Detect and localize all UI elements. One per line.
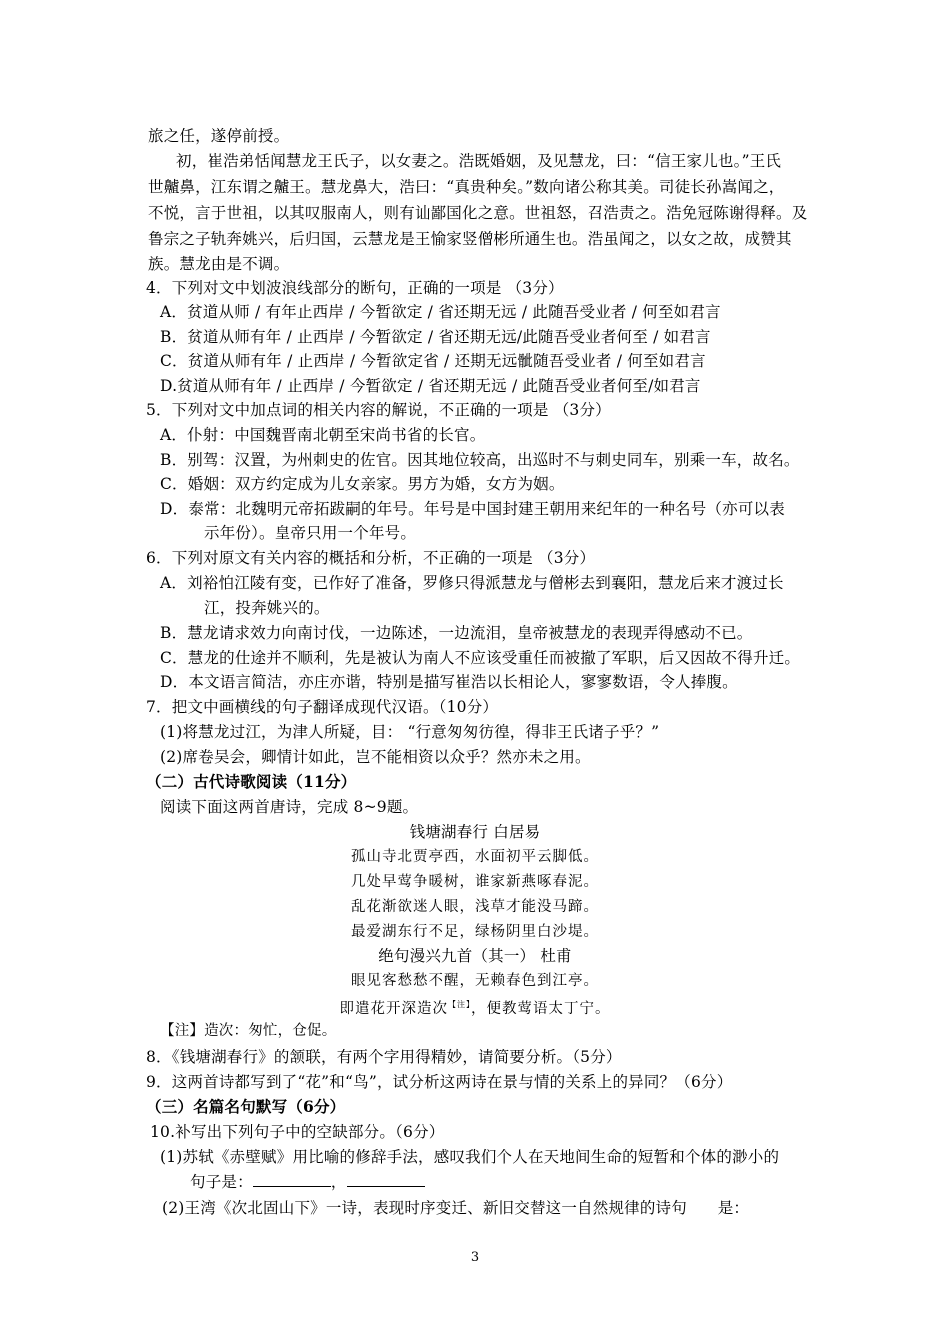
poem-line: 几处早莺争暖树，谁家新燕啄春泥。	[351, 874, 599, 890]
question-6-stem: 6．下列对原文有关内容的概括和分析，不正确的一项是 （3分）	[146, 549, 596, 567]
answer-blank[interactable]	[347, 1172, 425, 1187]
section-title-recitation: （三）名篇名句默写（6分）	[146, 1097, 346, 1116]
poem-line-part: ，便教莺语太丁宁。	[471, 1000, 611, 1017]
passage-line: 族。慧龙由是不调。	[148, 255, 290, 273]
question-7-stem: 7．把文中画横线的句子翻译成现代汉语。（10分）	[146, 698, 499, 716]
question-4-option-b: B．贫道从师有年 / 止西岸 / 今暂欲定 / 省还期无远/此随吾受业者何至 / 如君言	[160, 328, 711, 346]
answer-prompt: 句子是：	[190, 1173, 253, 1191]
question-4-option-c: C．贫道从师有年 / 止西岸 / 今暂欲定省 / 还期无远骴随吾受业者 / 何至如君言	[160, 352, 706, 370]
question-10-sentence-1: (1)苏轼《赤壁赋》用比喻的修辞手法，感叹我们个人在天地间生命的短暂和个体的渺小的	[160, 1148, 780, 1166]
question-6-option-a-cont: 江，投奔姚兴的。	[204, 599, 330, 617]
question-5-stem: 5．下列对文中加点词的相关内容的解说，不正确的一项是 （3分）	[146, 401, 611, 419]
blank-separator: ，	[330, 1173, 347, 1191]
question-8-stem: 8．《钱塘湖春行》的颔联，有两个字用得精妙，请简要分析。（5分）	[146, 1048, 622, 1066]
question-7-sentence-1: (1)将慧龙过江，为津人所疑，目： “行意匆匆彷徨，得非王氏诸子乎？”	[160, 723, 660, 741]
question-4-option-d: D.贫道从师有年 / 止西岸 / 今暂欲定 / 省还期无远 / 此随吾受业者何至/如君言	[160, 377, 701, 395]
poem-2-title: 绝句漫兴九首（其一） 杜甫	[378, 947, 572, 965]
page-number: 3	[470, 1250, 480, 1265]
question-6-option-d: D．本文语言简洁，亦庄亦谐，特别是描写崔浩以长相论人，寥寥数语，令人捧腹。	[160, 673, 738, 691]
passage-line: 世齇鼻，江东谓之齇王。慧龙鼻大，浩曰：“真贵种矣。”数向诸公称其美。司徒长孙嵩闻之，	[148, 178, 785, 196]
question-6-option-c: C．慧龙的仕途并不顺利，先是被认为南人不应该受重任而被撤了军职，后又因故不得升迁。	[160, 649, 801, 667]
poem-1-title: 钱塘湖春行 白居易	[409, 823, 541, 841]
question-10-sentence-2: (2)王湾《次北固山下》一诗，表现时序变迁、新旧交替这一自然规律的诗句 是：	[162, 1199, 750, 1217]
question-7-sentence-2: (2)席卷吴会，卿情计如此，岂不能相资以众乎？然亦未之用。	[160, 748, 591, 766]
section-title-poetry: （二）古代诗歌阅读（11分）	[146, 772, 357, 791]
annotation-mark: 【注】	[448, 1000, 471, 1009]
question-5-option-d: D．泰常：北魏明元帝拓跋嗣的年号。年号是中国封建王朝用来纪年的一种名号（亦可以表	[160, 500, 785, 518]
poem-line: 孤山寺北贾亭西，水面初平云脚低。	[351, 849, 599, 865]
poem-note: 【注】造次：匆忙，仓促。	[160, 1023, 337, 1039]
question-9-stem: 9．这两首诗都写到了“花”和“鸟”，试分析这两诗在景与情的关系上的异同？（6分）	[146, 1073, 733, 1091]
poem-line	[0, 993, 950, 1021]
question-5-option-d-cont: 示年份）。皇帝只用一个年号。	[204, 524, 417, 542]
question-4-option-a: A．贫道从师 / 有年止西岸 / 今暂欲定 / 省还期无远 / 此随吾受业者 / 何至如君言	[160, 303, 721, 321]
answer-blank[interactable]	[253, 1172, 331, 1187]
question-10-stem: 10.补写出下列句子中的空缺部分。（6分）	[150, 1123, 445, 1141]
question-5-option-c: C．婚姻：双方约定成为儿女亲家。男方为婚，女方为姻。	[160, 475, 565, 493]
passage-line: 初，崔浩弟恬闻慧龙王氏子，以女妻之。浩既婚姻，及见慧龙，曰：“信王家儿也。”王氏	[176, 152, 782, 170]
question-5-option-b: B．别驾：汉置，为州刺史的佐官。因其地位较高，出巡时不与刺史同车，别乘一车，故名。	[160, 451, 800, 469]
poem-line-part: 即遣花开深造次	[339, 1000, 448, 1017]
question-6-option-a: A．刘裕怕江陵有变，已作好了准备，罗修只得派慧龙与僧彬去到襄阳，慧龙后来才渡过长	[160, 574, 784, 592]
passage-line: 旅之任，遂停前授。	[148, 127, 290, 145]
poem-line: 乱花渐欲迷人眼，浅草才能没马蹄。	[351, 899, 599, 915]
question-5-option-a: A．仆射：中国魏晋南北朝至宋尚书省的长官。	[160, 426, 486, 444]
poem-line: 眼见客愁愁不醒，无赖春色到江亭。	[351, 973, 599, 989]
poem-line: 最爱湖东行不足，绿杨阴里白沙堤。	[351, 924, 599, 940]
passage-line: 鲁宗之子轨奔姚兴，后归国，云慧龙是王愉家竖僧彬所通生也。浩虽闻之，以女之故，成赞其	[148, 230, 792, 248]
question-10-sentence-1-cont	[190, 1170, 425, 1194]
poetry-intro: 阅读下面这两首唐诗，完成 8~9题。	[160, 798, 419, 816]
passage-line: 不悦，言于世祖，以其叹服南人，则有讪鄙国化之意。世祖怒，召浩责之。浩免冠陈谢得释。及	[148, 204, 808, 222]
question-4-stem: 4．下列对文中划波浪线部分的断句，正确的一项是 （3分）	[146, 279, 564, 297]
question-6-option-b: B．慧龙请求效力向南讨伐，一边陈述，一边流泪，皇帝被慧龙的表现弄得感动不已。	[160, 624, 753, 642]
